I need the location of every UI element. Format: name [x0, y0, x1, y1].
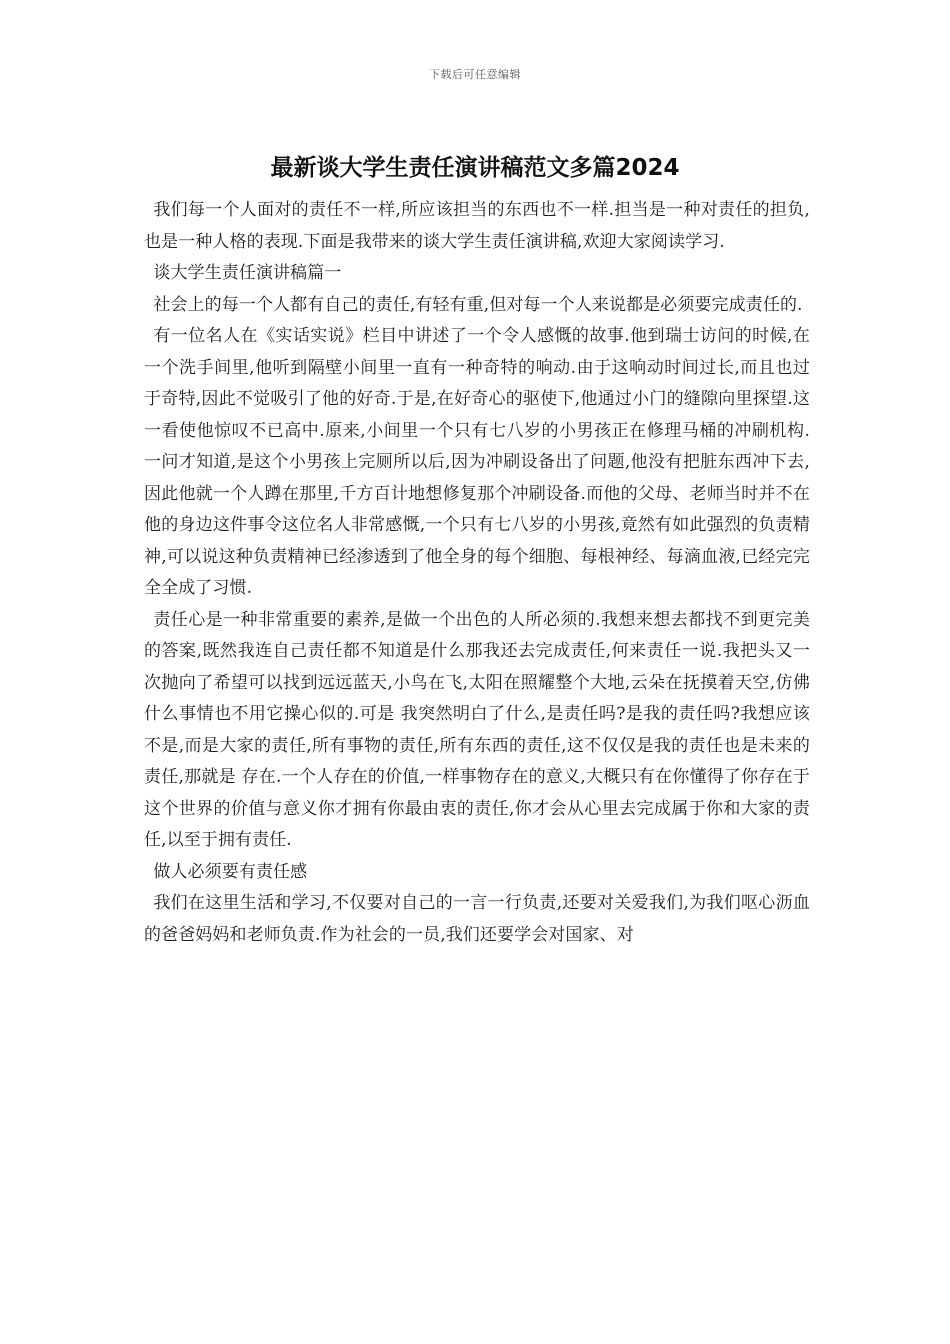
body-paragraph: 有一位名人在《实话实说》栏目中讲述了一个令人感慨的故事.他到瑞士访问的时候,在一个洗手间里,他听到隔壁小间里一直有一种奇特的响动.由于这响动时间过长,而且也过于奇特,因此不觉吸引了他的好奇.于是,在好奇心的驱使下,他通过小门的缝隙向里探望.这一看使他惊叹不已高中.原来,小间里一个只有七八岁的小男孩正在修理马桶的冲刷机构.一问才知道,是这个小男孩上完厕所以后,因为冲刷设备出了问题,他没有把脏东西冲下去,因此他就一个人蹲在那里,千方百计地想修复那个冲刷设备.而他的父母、老师当时并不在他的身边这件事令这位名人非常感慨,一个只有七八岁的小男孩,竟然有如此强烈的负责精神,可以说这种负责精神已经渗透到了他全身的每个细胞、每根神经、每滴血液,已经完完全全成了习惯. — [144, 326, 810, 598]
body-paragraph: 社会上的每一个人都有自己的责任,有轻有重,但对每一个人来说都是必须要完成责任的. — [153, 294, 803, 315]
document-body — [144, 195, 810, 951]
intro-paragraph: 我们每一个人面对的责任不一样,所应该担当的东西也不一样.担当是一种对责任的担负,也是一种人格的表现.下面是我带来的谈大学生责任演讲稿,欢迎大家阅读学习. — [144, 200, 810, 252]
header-note: 下载后可任意编辑 — [429, 68, 521, 81]
body-paragraph: 责任心是一种非常重要的素养,是做一个出色的人所必须的.我想来想去都找不到更完美的答案,既然我连自己责任都不知道是什么那我还去完成责任,何来责任一说.我把头又一次抛向了希望可以找到远远蓝天,小鸟在飞,太阳在照耀整个大地,云朵在抚摸着天空,仿佛什么事情也不用它操心似的.可是 我突然明白了什么,是责任吗?是我的责任吗?我想应该不是,而是大家的责任,所有事物的责任,所有东西的责任,这不仅仅是我的责任也是未来的责任,那就是 存在.一个人存在的价值,一样事物存在的意义,大概只有在你懂得了你存在于这个世界的价值与意义你才拥有你最由衷的责任,你才会从心里去完成属于你和大家的责任,以至于拥有责任. — [144, 609, 810, 850]
body-paragraph: 我们在这里生活和学习,不仅要对自己的一言一行负责,还要对关爱我们,为我们呕心沥血的爸爸妈妈和老师负责.作为社会的一员,我们还要学会对国家、对 — [144, 893, 810, 945]
document-title: 最新谈大学生责任演讲稿范文多篇2024 — [270, 155, 680, 181]
section-heading: 做人必须要有责任感 — [153, 861, 308, 882]
section-heading: 谈大学生责任演讲稿篇一 — [153, 263, 342, 283]
